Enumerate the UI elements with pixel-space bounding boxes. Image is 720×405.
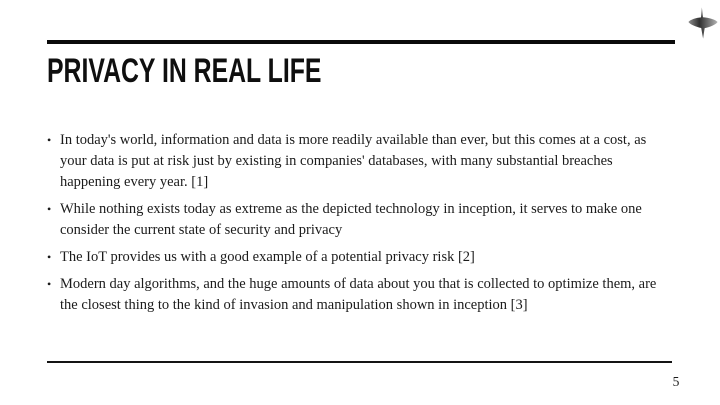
bullet-text: The IoT provides us with a good example of a potential privacy risk [2] (60, 249, 475, 265)
bullet-text: Modern day algorithms, and the huge amounts of data about you that is collected to optimize them, are the closest thing to the kind of invasion and manipulation shown in inception [3] (60, 276, 657, 313)
bullet-text: In today's world, information and data is more readily available than ever, but this comes at a cost, as your data is put at risk just by existing in companies' databases, with many substantial breaches happening every year. [1] (60, 132, 647, 190)
spinning-top-icon (688, 7, 718, 39)
bullet-marker: • (47, 277, 52, 291)
bullet-text: While nothing exists today as extreme as the depicted technology in inception, it serves to make one consider the current state of security and privacy (60, 201, 642, 238)
footer-rule (47, 361, 672, 363)
bullet-marker: • (47, 202, 52, 216)
bullet-item (47, 199, 663, 241)
bullet-item (47, 247, 663, 268)
bullet-list (47, 130, 663, 322)
title-top-rule (47, 40, 675, 44)
bullet-item (47, 130, 663, 193)
bullet-item (47, 274, 663, 316)
bullet-marker: • (47, 250, 52, 264)
slide-title: PRIVACY IN REAL LIFE (47, 52, 322, 90)
bullet-marker: • (47, 133, 52, 147)
page-number: 5 (672, 374, 680, 389)
